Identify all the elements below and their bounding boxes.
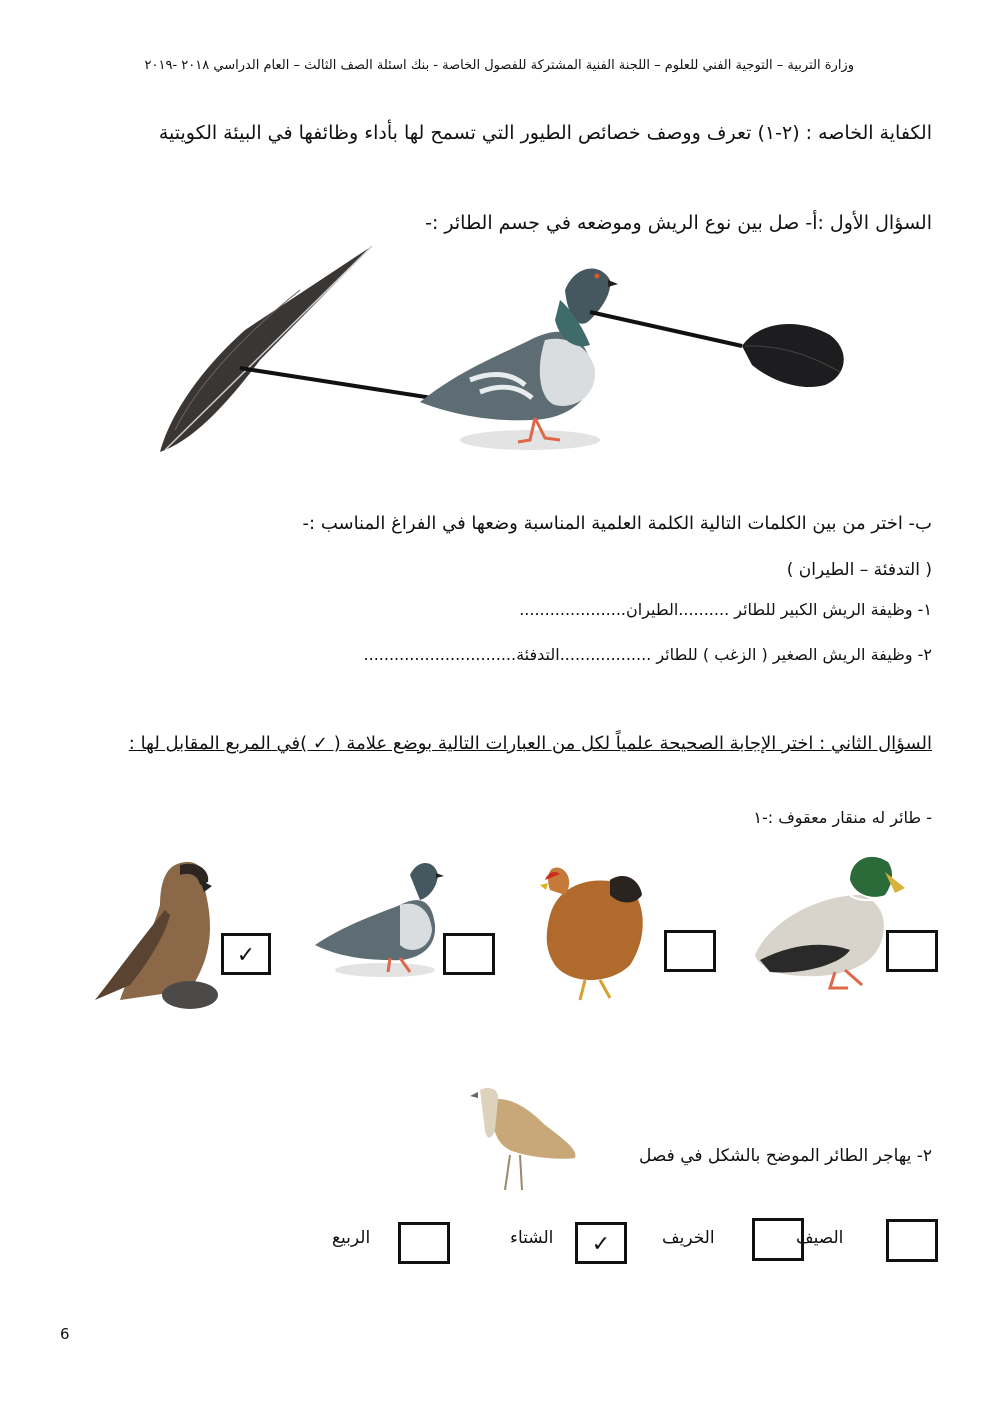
checkbox-pigeon[interactable] bbox=[443, 933, 495, 975]
question1-part-b: ب- اختر من بين الكلمات التالية الكلمة العلمية المناسبة وضعها في الفراغ المناسب :- bbox=[302, 513, 932, 534]
checkbox-spring[interactable] bbox=[398, 1222, 450, 1264]
fill-line-1[interactable]: ١- وظيفة الريش الكبير للطائر ..........الطيران..................... bbox=[519, 600, 932, 619]
season-summer-label: الصيف bbox=[796, 1228, 844, 1248]
page-header: وزارة التربية – التوجية الفني للعلوم – اللجنة الفنية المشتركة للفصول الخاصة - بنك اسئلة الصف الثالث – العام الدراسي ٢٠١٨ -٢٠١٩ bbox=[144, 58, 854, 73]
check-mark: ✓ bbox=[591, 1232, 611, 1257]
question1-part-a: السؤال الأول :أ- صل بين نوع الريش وموضعه في جسم الطائر :- bbox=[425, 212, 932, 234]
check-mark: ✓ bbox=[236, 943, 256, 968]
checkbox-autumn[interactable] bbox=[752, 1218, 804, 1261]
fill-line-2[interactable]: ٢- وظيفة الريش الصغير ( الزغب ) للطائر ..................التدفئة.............................. bbox=[363, 645, 932, 664]
page-number: 6 bbox=[60, 1325, 70, 1343]
mallard-duck-icon bbox=[755, 857, 905, 988]
season-autumn-label: الخريف bbox=[662, 1228, 715, 1248]
season-spring-label: الربيع bbox=[332, 1228, 371, 1248]
falcon-icon bbox=[95, 862, 218, 1009]
question2-item2: ٢- يهاجر الطائر الموضح بالشكل في فصل bbox=[639, 1146, 932, 1166]
pigeon-small-icon bbox=[315, 863, 444, 977]
checkbox-summer[interactable] bbox=[886, 1219, 938, 1262]
question2-item1: - طائر له منقار معقوف :-١ bbox=[753, 808, 932, 827]
hen-icon bbox=[540, 867, 643, 1000]
season-winter-label: الشتاء bbox=[510, 1228, 554, 1248]
checkbox-duck[interactable] bbox=[886, 930, 938, 972]
question2-title: السؤال الثاني : اختر الإجابة الصحيحة علمياً لكل من العبارات التالية بوضع علامة ( ✓ )في المربع المقابل لها : bbox=[128, 733, 932, 754]
checkbox-falcon[interactable] bbox=[221, 933, 271, 975]
word-choices: ( التدفئة – الطيران ) bbox=[786, 560, 932, 580]
checkbox-winter[interactable] bbox=[575, 1222, 627, 1264]
competency-statement: الكفاية الخاصه : (٢-١) تعرف ووصف خصائص الطيور التي تسمح لها بأداء وظائفها في البيئة الكويتية bbox=[158, 122, 932, 144]
checkbox-hen[interactable] bbox=[664, 930, 716, 972]
houbara-bustard-icon bbox=[470, 1088, 575, 1190]
